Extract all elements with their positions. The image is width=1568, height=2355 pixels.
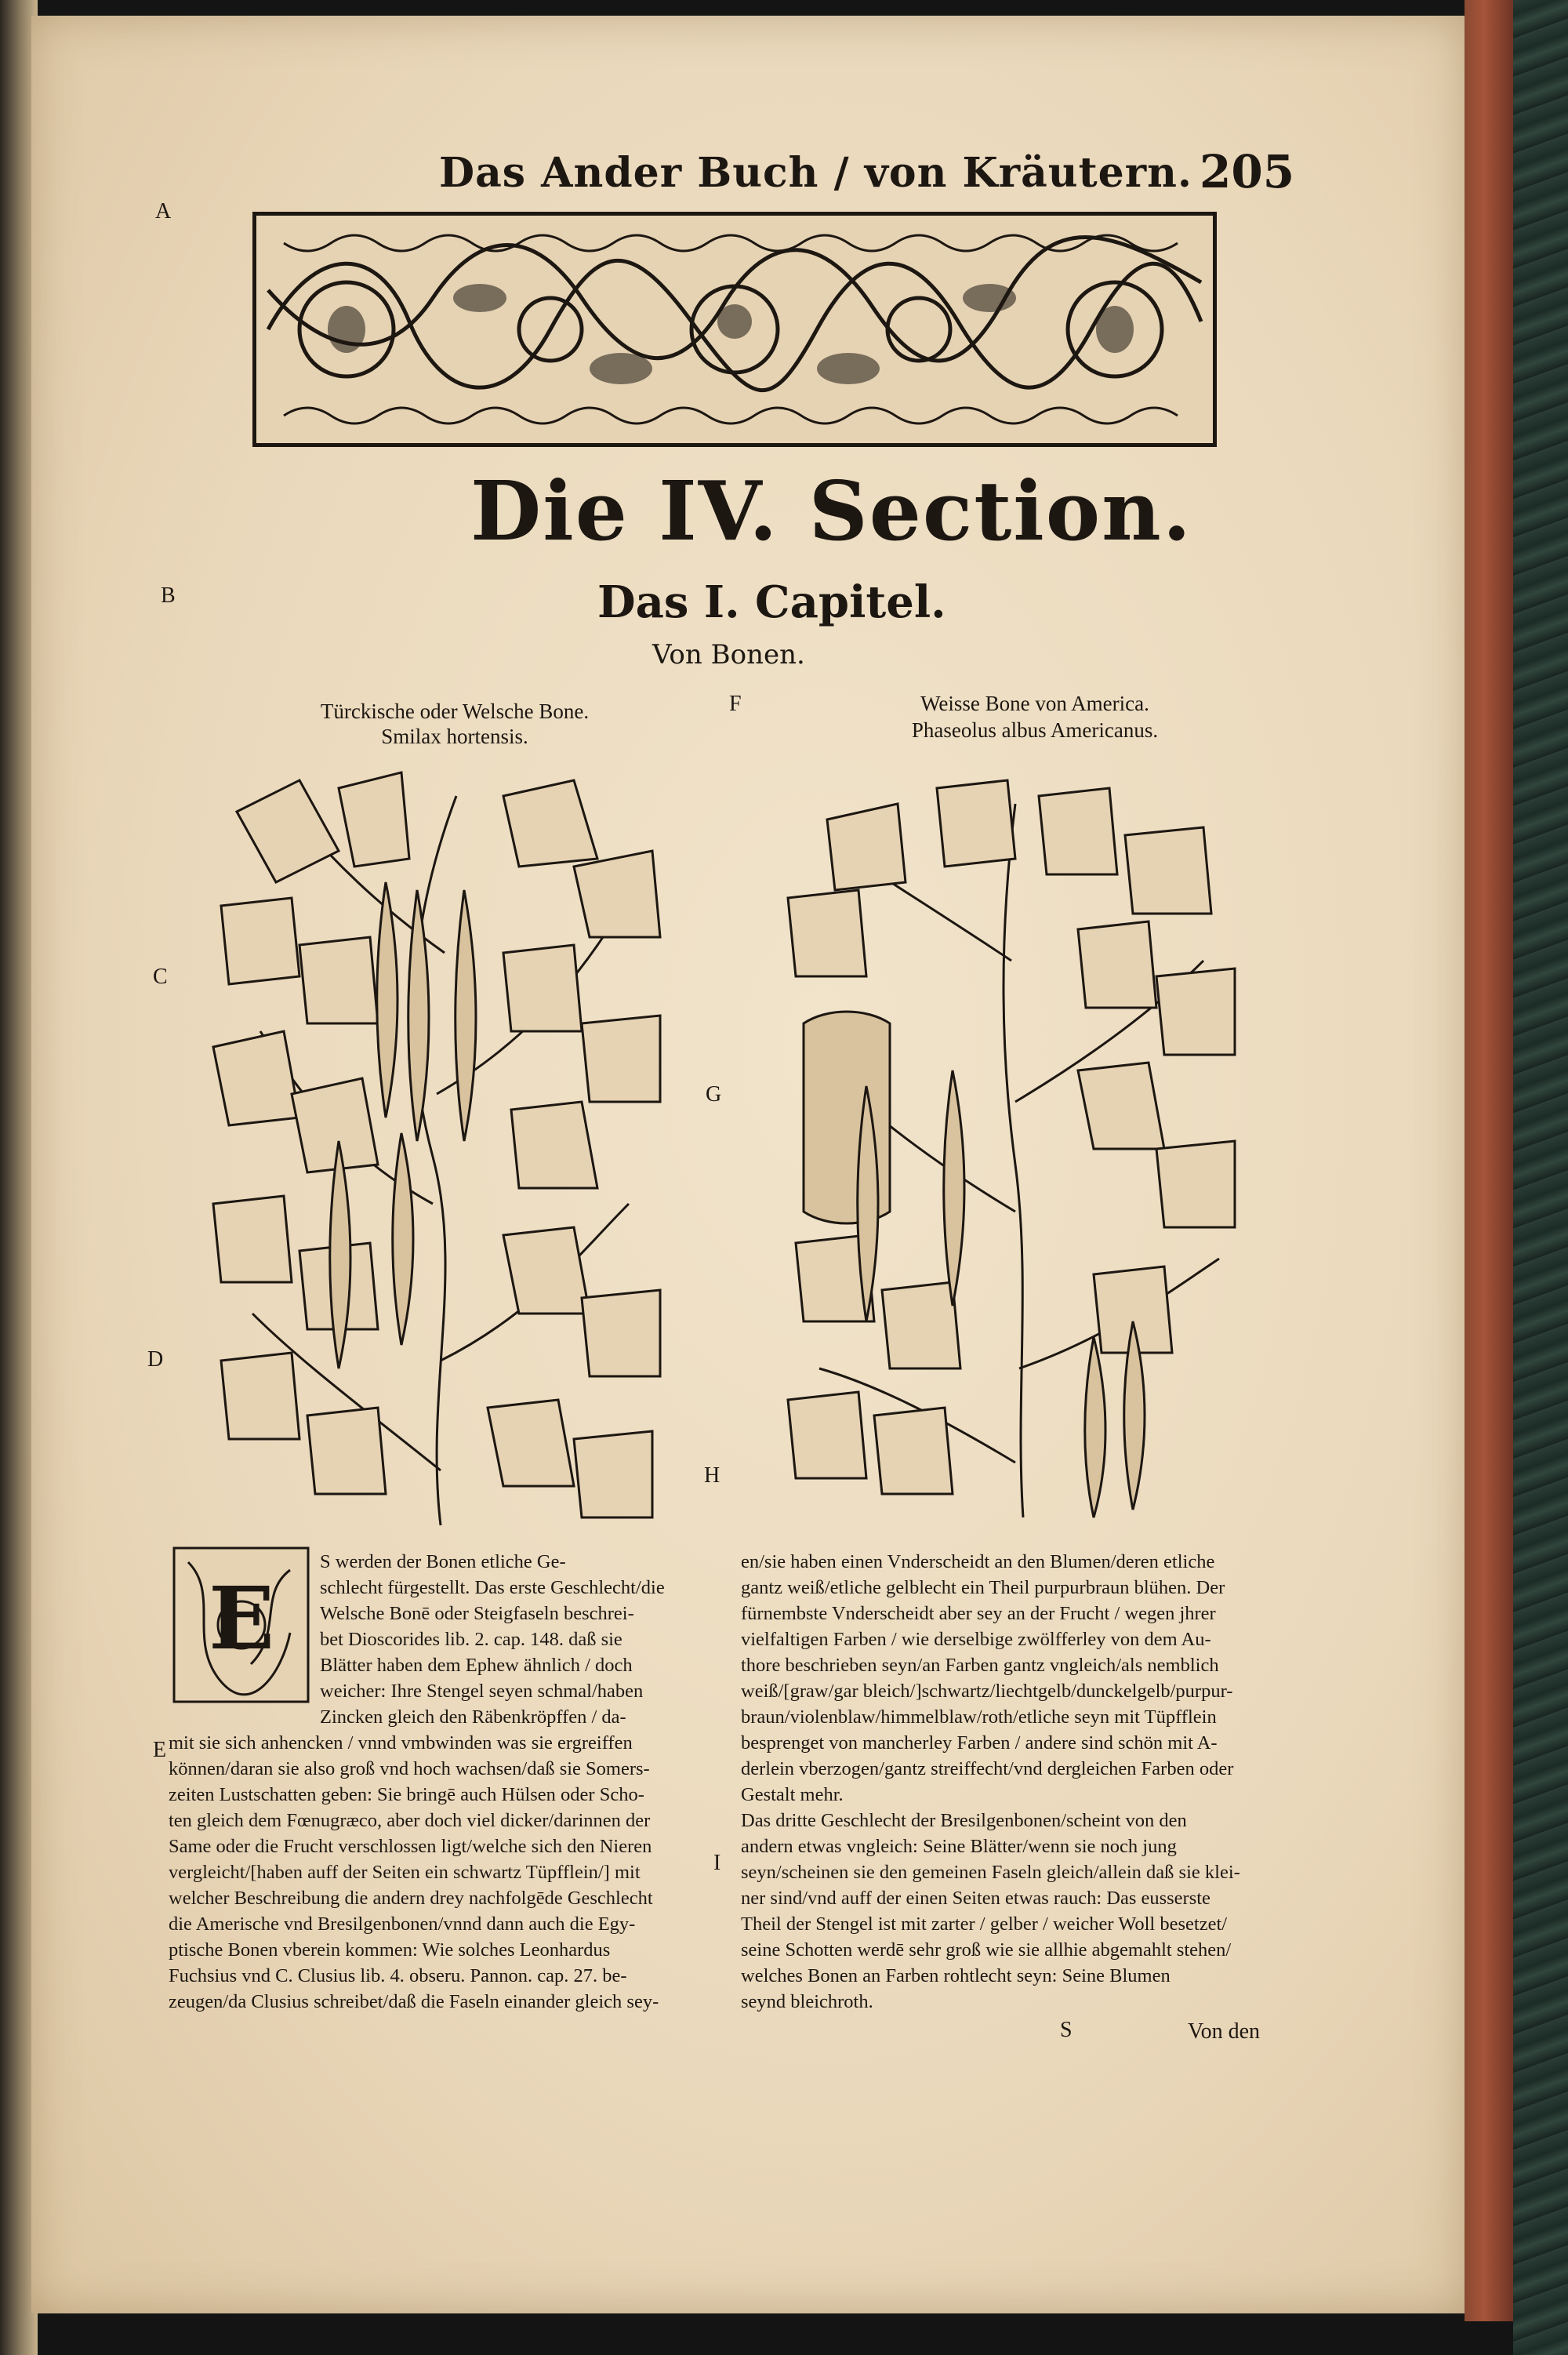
right-line-4: vielfaltigen Farben / wie derselbige zwölfferley von dem Au- [741,1629,1211,1650]
margin-letter-h: H [704,1463,720,1488]
left-line-18: zeugen/da Clusius schreibet/daß die Faseln einander gleich sey- [169,1991,659,2012]
right-line-12: andern etwas vngleich: Seine Blätter/wenn sie noch jung [741,1836,1177,1857]
margin-letter-b: B [161,583,176,608]
margin-letter-c: C [153,965,168,989]
right-figure-caption-latin: Phaseolus albus Americanus. [911,718,1159,742]
left-line-15: die Amerische vnd Bresilgenbonen/vnnd dann auch die Egy- [169,1913,636,1935]
right-line-3: fürnembste Vnderscheidt aber sey an der Frucht / wegen jhrer [741,1603,1216,1624]
woodcut-illustration-left [205,765,676,1533]
left-line-6: weicher: Ihre Stengel seyen schmal/haben [320,1681,644,1702]
left-line-13: vergleicht/[haben auff der Seiten ein schwartz Tüpfflein/] mit [169,1862,641,1883]
left-line-10: zeiten Lustschatten geben: Sie bringē auch Hülsen oder Scho- [169,1784,644,1805]
margin-letter-f: F [729,692,742,716]
right-line-16: seine Schotten werdē sehr groß wie sie allhie abgemahlt stehen/ [741,1939,1232,1961]
right-line-17: welches Bonen an Farben rohtlecht seyn: Seine Blumen [741,1965,1171,1986]
left-line-8: mit sie sich anhencken / vnnd vmbwinden was sie ergreiffen [169,1732,633,1754]
page-number: 205 [1200,145,1295,198]
left-line-5: Blätter haben dem Ephew ähnlich / doch [320,1655,633,1676]
right-line-15: Theil der Stengel ist mit zarter / gelber / weicher Woll besetzet/ [741,1913,1228,1935]
margin-letter-a: A [155,199,172,224]
page-edge-red [1465,0,1513,2321]
margin-letter-e: E [153,1738,167,1762]
left-line-11: ten gleich dem Fœnugræco, aber doch viel dicker/darinnen der [169,1810,651,1831]
left-line-7: Zincken gleich den Räbenkröpffen / da- [320,1706,626,1728]
woodcut-illustration-right [780,772,1250,1525]
chapter-title: Das I. Capitel. [597,576,946,628]
right-line-7: braun/violenblaw/himmelblaw/roth/etliche seyn mit Tüpfflein [741,1706,1217,1728]
left-line-9: können/daran sie also groß vnd hoch wachsen/daß sie Somers- [169,1758,650,1779]
right-figure-caption-german: Weisse Bone von America. [920,692,1149,715]
left-line-4: bet Dioscorides lib. 2. cap. 148. daß sie [320,1629,622,1650]
section-title: Die IV. Section. [470,463,1192,559]
left-line-14: welcher Beschreibung die andern drey nachfolgēde Geschlecht [169,1888,653,1909]
left-line-17: Fuchsius vnd C. Clusius lib. 4. obseru. Pannon. cap. 27. be- [169,1965,627,1986]
right-line-18: seynd bleichroth. [741,1991,873,2012]
right-line-9: derlein vberzogen/gantz streiffecht/vnd dergleichen Farben oder [741,1758,1234,1779]
left-line-16: ptische Bonen vberein kommen: Wie solches Leonhardus [169,1939,611,1961]
right-line-5: thore beschrieben seyn/an Farben gantz vngleich/als nemblich [741,1655,1219,1676]
right-line-6: weiß/[graw/gar bleich/]schwartz/liechtgelb/dunckelgelb/purpur- [741,1681,1233,1702]
marbled-cover [1513,0,1568,2355]
left-line-2: schlecht fürgestellt. Das erste Geschlecht/die [320,1577,665,1598]
margin-letter-d: D [147,1347,164,1372]
ornamental-headpiece [252,212,1217,447]
catchword: Von den [1188,2019,1261,2044]
right-line-8: besprenget von mancherley Farben / andere sind schön mit A- [741,1732,1218,1754]
right-line-2: gantz weiß/etliche gelblecht ein Theil purpurbraun blühen. Der [741,1577,1225,1598]
left-line-12: Same oder die Frucht verschlossen ligt/welche sich den Nieren [169,1836,652,1857]
right-line-13: seyn/scheinen sie den gemeinen Faseln gleich/allein daß sie klei- [741,1862,1240,1883]
right-line-10: Gestalt mehr. [741,1784,844,1805]
signature-mark: S [1060,2018,1073,2042]
initial-letter: E [209,1568,274,1669]
right-line-11: Das dritte Geschlecht der Bresilgenbonen/scheint von den [741,1810,1187,1831]
right-line-1: en/sie haben einen Vnderscheidt an den Blumen/deren etliche [741,1551,1215,1572]
margin-letter-g: G [706,1082,722,1107]
chapter-subject: Von Bonen. [652,639,805,671]
right-line-14: ner sind/vnd auff der einen Seiten etwas rauch: Das eusserste [741,1888,1210,1909]
left-figure-caption-latin: Smilax hortensis. [381,725,528,748]
left-line-1: S werden der Bonen etliche Ge- [320,1551,566,1572]
margin-letter-i: I [713,1851,721,1875]
left-figure-caption-german: Türckische oder Welsche Bone. [320,700,590,723]
decorated-initial [172,1546,310,1703]
running-head: Das Ander Buch / von Kräutern. [439,149,1192,197]
left-line-3: Welsche Bonē oder Steigfaseln beschrei- [320,1603,634,1624]
